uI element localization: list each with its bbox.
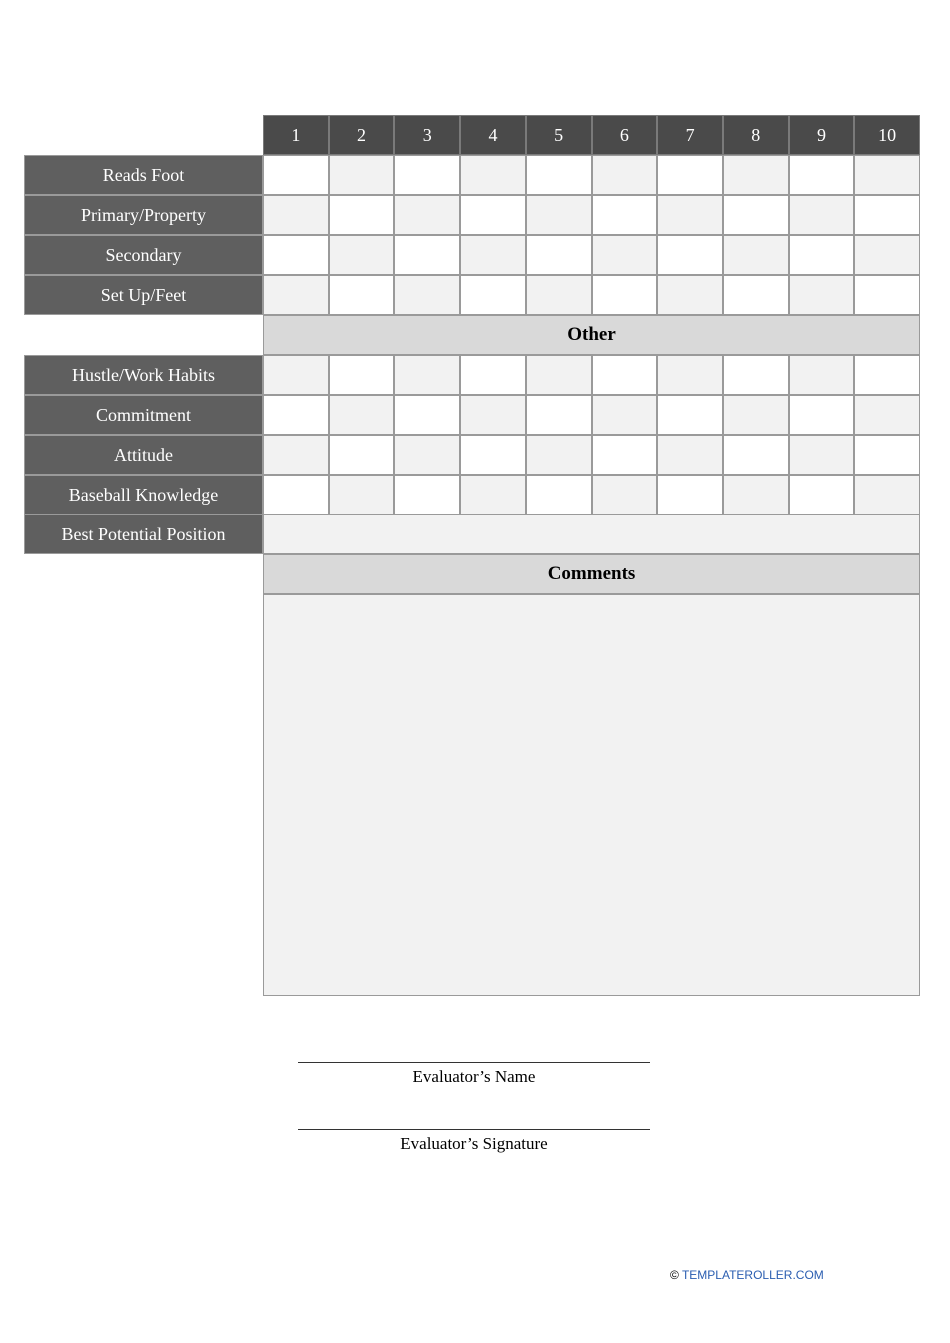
rating-cell-1[interactable]: [263, 395, 329, 435]
rating-cell-5[interactable]: [526, 155, 592, 195]
footer-credit: [670, 1268, 824, 1282]
rating-cell-2[interactable]: [329, 475, 395, 515]
rating-cell-9[interactable]: [789, 275, 855, 315]
rating-cell-9[interactable]: [789, 155, 855, 195]
rating-cell-2[interactable]: [329, 155, 395, 195]
evaluator-signature-label: Evaluator’s Signature: [400, 1134, 548, 1153]
best-potential-position-field[interactable]: [263, 514, 920, 554]
rating-cell-2[interactable]: [329, 395, 395, 435]
row-label-baseball-knowledge: Baseball Knowledge: [24, 475, 263, 515]
rating-cell-7[interactable]: [657, 435, 723, 475]
rating-cell-10[interactable]: [854, 475, 920, 515]
rating-cell-7[interactable]: [657, 155, 723, 195]
rating-cell-8[interactable]: [723, 235, 789, 275]
rating-cell-5[interactable]: [526, 275, 592, 315]
rating-cell-1[interactable]: [263, 435, 329, 475]
rating-cell-8[interactable]: [723, 355, 789, 395]
rating-cell-6[interactable]: [592, 355, 658, 395]
rating-row: [263, 235, 920, 275]
rating-cell-3[interactable]: [394, 395, 460, 435]
rating-cell-6[interactable]: [592, 435, 658, 475]
rating-cell-1[interactable]: [263, 195, 329, 235]
rating-cell-5[interactable]: [526, 235, 592, 275]
rating-cell-3[interactable]: [394, 475, 460, 515]
rating-cell-8[interactable]: [723, 275, 789, 315]
rating-cell-5[interactable]: [526, 395, 592, 435]
rating-row: [263, 275, 920, 315]
rating-cell-7[interactable]: [657, 195, 723, 235]
rating-header-cell: 3: [394, 115, 460, 155]
rating-cell-10[interactable]: [854, 235, 920, 275]
rating-cell-10[interactable]: [854, 275, 920, 315]
row-label-hustle-work-habits: Hustle/Work Habits: [24, 355, 263, 395]
rating-cell-6[interactable]: [592, 235, 658, 275]
row-label-best-potential-position: Best Potential Position: [24, 514, 263, 554]
comments-field[interactable]: [263, 594, 920, 996]
rating-cell-4[interactable]: [460, 355, 526, 395]
rating-cell-1[interactable]: [263, 155, 329, 195]
rating-cell-8[interactable]: [723, 475, 789, 515]
row-label-attitude: Attitude: [24, 435, 263, 475]
rating-cell-4[interactable]: [460, 235, 526, 275]
rating-cell-9[interactable]: [789, 195, 855, 235]
rating-cell-9[interactable]: [789, 355, 855, 395]
rating-header-cell: 6: [592, 115, 658, 155]
rating-header-cell: 7: [657, 115, 723, 155]
rating-cell-9[interactable]: [789, 235, 855, 275]
rating-cell-4[interactable]: [460, 275, 526, 315]
rating-cell-3[interactable]: [394, 435, 460, 475]
rating-row: [263, 395, 920, 435]
rating-header-cell: 2: [329, 115, 395, 155]
rating-cell-7[interactable]: [657, 235, 723, 275]
rating-cell-4[interactable]: [460, 155, 526, 195]
rating-cell-1[interactable]: [263, 235, 329, 275]
rating-header-cell: 10: [854, 115, 920, 155]
rating-header-cell: 1: [263, 115, 329, 155]
rating-cell-3[interactable]: [394, 275, 460, 315]
rating-cell-4[interactable]: [460, 195, 526, 235]
rating-cell-10[interactable]: [854, 395, 920, 435]
rating-cell-7[interactable]: [657, 355, 723, 395]
copyright-symbol: ©: [670, 1268, 679, 1282]
rating-cell-8[interactable]: [723, 395, 789, 435]
rating-cell-2[interactable]: [329, 355, 395, 395]
rating-header-cell: 8: [723, 115, 789, 155]
row-label-commitment: Commitment: [24, 395, 263, 435]
rating-cell-4[interactable]: [460, 395, 526, 435]
rating-header-cell: 5: [526, 115, 592, 155]
rating-cell-7[interactable]: [657, 275, 723, 315]
rating-row: [263, 435, 920, 475]
rating-cell-6[interactable]: [592, 395, 658, 435]
rating-cell-3[interactable]: [394, 155, 460, 195]
rating-cell-8[interactable]: [723, 195, 789, 235]
rating-cell-4[interactable]: [460, 435, 526, 475]
row-label-secondary: Secondary: [24, 235, 263, 275]
rating-cell-3[interactable]: [394, 235, 460, 275]
rating-cell-1[interactable]: [263, 275, 329, 315]
row-label-primary-property: Primary/Property: [24, 195, 263, 235]
evaluator-name-label: Evaluator’s Name: [412, 1067, 536, 1086]
rating-cell-8[interactable]: [723, 155, 789, 195]
rating-cell-6[interactable]: [592, 275, 658, 315]
other-section-header: Other: [263, 315, 920, 355]
rating-cell-5[interactable]: [526, 475, 592, 515]
row-label-set-up-feet: Set Up/Feet: [24, 275, 263, 315]
brand-link[interactable]: TEMPLATEROLLER.COM: [681, 1268, 824, 1282]
row-label-reads-foot: Reads Foot: [24, 155, 263, 195]
rating-cell-2[interactable]: [329, 235, 395, 275]
rating-cell-2[interactable]: [329, 275, 395, 315]
rating-cell-10[interactable]: [854, 155, 920, 195]
evaluator-name-line[interactable]: [298, 1062, 650, 1063]
rating-cell-5[interactable]: [526, 435, 592, 475]
rating-cell-1[interactable]: [263, 475, 329, 515]
rating-row: [263, 155, 920, 195]
rating-cell-10[interactable]: [854, 355, 920, 395]
rating-cell-8[interactable]: [723, 435, 789, 475]
rating-cell-5[interactable]: [526, 195, 592, 235]
rating-row: [263, 195, 920, 235]
rating-header-cell: 4: [460, 115, 526, 155]
comments-section-header: Comments: [263, 554, 920, 594]
rating-row: [263, 355, 920, 395]
rating-cell-4[interactable]: [460, 475, 526, 515]
rating-cell-2[interactable]: [329, 435, 395, 475]
rating-cell-6[interactable]: [592, 155, 658, 195]
rating-cell-9[interactable]: [789, 475, 855, 515]
rating-scale-header: [263, 115, 920, 155]
rating-cell-3[interactable]: [394, 355, 460, 395]
rating-cell-5[interactable]: [526, 355, 592, 395]
rating-cell-10[interactable]: [854, 195, 920, 235]
rating-row: [263, 475, 920, 515]
rating-cell-6[interactable]: [592, 475, 658, 515]
rating-cell-7[interactable]: [657, 395, 723, 435]
rating-cell-9[interactable]: [789, 395, 855, 435]
rating-cell-7[interactable]: [657, 475, 723, 515]
evaluator-signature-line[interactable]: [298, 1129, 650, 1130]
rating-cell-6[interactable]: [592, 195, 658, 235]
rating-cell-10[interactable]: [854, 435, 920, 475]
rating-header-cell: 9: [789, 115, 855, 155]
rating-cell-3[interactable]: [394, 195, 460, 235]
rating-cell-2[interactable]: [329, 195, 395, 235]
rating-cell-9[interactable]: [789, 435, 855, 475]
rating-cell-1[interactable]: [263, 355, 329, 395]
